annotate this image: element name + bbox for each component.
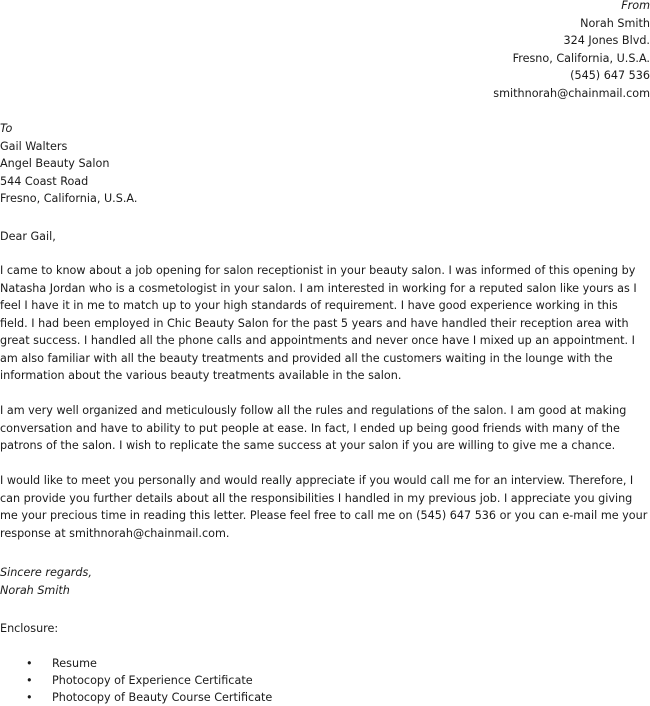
enclosure-item-label: Photocopy of Experience Certificate bbox=[52, 674, 253, 687]
list-item bbox=[0, 689, 272, 706]
list-item bbox=[0, 672, 272, 689]
bullet-icon: • bbox=[26, 657, 33, 670]
enclosure-list bbox=[0, 655, 272, 706]
recipient-address-block bbox=[0, 120, 137, 208]
enclosure-item-label: Photocopy of Beauty Course Certificate bbox=[52, 691, 273, 704]
body-paragraph-1: I came to know about a job opening for salon receptionist in your beauty salon. I was informed of this opening by Natasha Jordan who is a cosmetologist in your salon. I am interested in working for a reputed salon like yours as I feel I have it in me to match up to your high standards of requirement. I have good experience working in this field. I had been employed in Chic Beauty Salon for the past 5 years and have handled their reception area with great success. I handled all the phone calls and appointments and never once have I mixed up an appointment. I am also familiar with all the beauty treatments and provided all the customers waiting in the lounge with the information about the various beauty treatments available in the salon. bbox=[0, 264, 637, 382]
sender-address-block bbox=[390, 0, 650, 102]
list-item bbox=[0, 655, 272, 672]
greeting: Dear Gail, bbox=[0, 230, 56, 243]
signature-name: Norah Smith bbox=[0, 583, 70, 597]
recipient-company: Angel Beauty Salon bbox=[0, 157, 110, 170]
enclosure-item-label: Resume bbox=[52, 657, 97, 670]
closing-phrase: Sincere regards, bbox=[0, 566, 92, 579]
body-paragraph-3: I would like to meet you personally and would really appreciate if you would call me for an interview. Therefore, I can provide you further details about all the responsibilities I handled in my previous job. I appreciate you giving me your precious time in reading this letter. Please feel free to call me on (545) 647 536 or you can e-mail me your response at smithnorah@chainmail.com. bbox=[0, 474, 648, 540]
closing-block bbox=[0, 564, 92, 599]
bullet-icon: • bbox=[26, 691, 33, 704]
sender-name: Norah Smith bbox=[580, 16, 650, 30]
recipient-city: Fresno, California, U.S.A. bbox=[0, 192, 138, 205]
sender-city: Fresno, California, U.S.A. bbox=[512, 51, 650, 65]
enclosure-label: Enclosure: bbox=[0, 622, 59, 635]
body-paragraph-2: I am very well organized and meticulously follow all the rules and regulations of the salon. I am good at making conversation and have to ability to put people at ease. In fact, I ended up being good friends with many of the patrons of the salon. I wish to replicate the same success at your salon if you are willing to give me a chance. bbox=[0, 404, 627, 452]
bullet-icon: • bbox=[26, 674, 33, 687]
sender-email: smithnorah@chainmail.com bbox=[493, 86, 650, 100]
from-label: From bbox=[621, 0, 650, 12]
sender-street: 324 Jones Blvd. bbox=[563, 34, 650, 47]
recipient-street: 544 Coast Road bbox=[0, 174, 89, 188]
to-label: To bbox=[0, 122, 13, 135]
recipient-name: Gail Walters bbox=[0, 139, 68, 153]
sender-phone: (545) 647 536 bbox=[570, 69, 650, 82]
